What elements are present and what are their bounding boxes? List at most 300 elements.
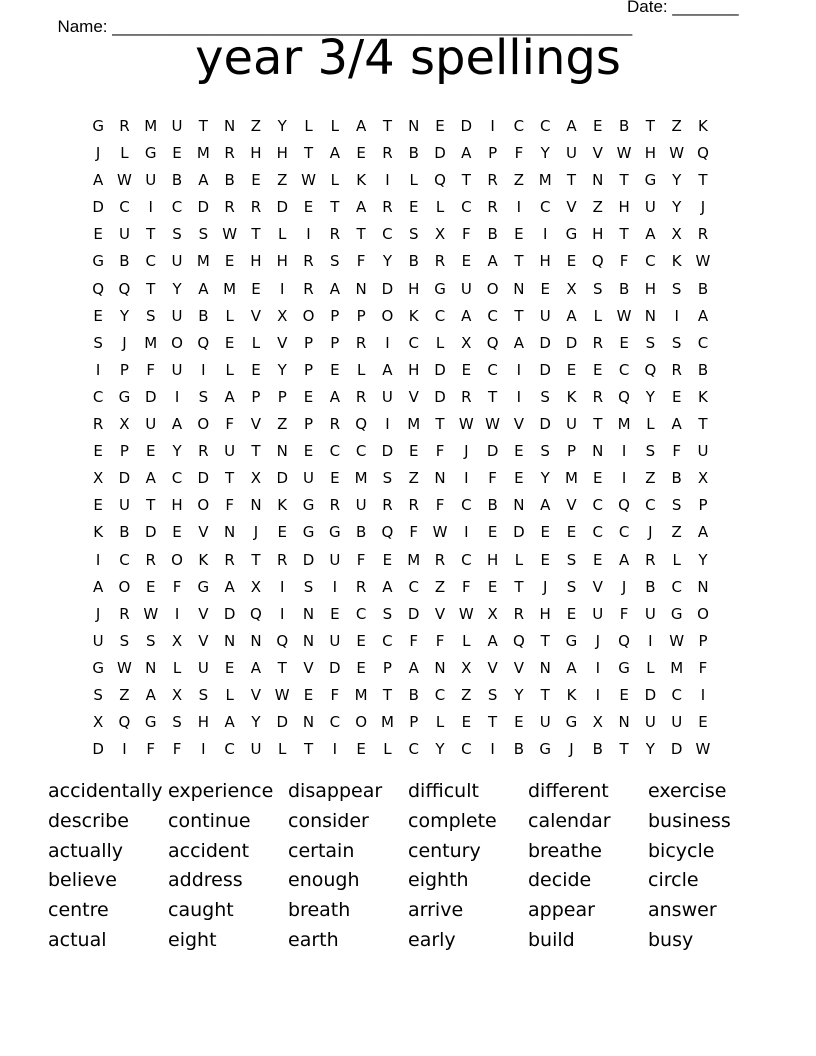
grid-letter: C — [618, 523, 630, 542]
grid-letter: G — [618, 658, 630, 677]
word-bank-item: experience — [168, 780, 274, 802]
grid-letter: B — [355, 523, 367, 542]
grid-letter: M — [670, 658, 684, 677]
grid-letter: O — [381, 306, 394, 325]
grid-letter: S — [303, 577, 314, 596]
grid-letter: A — [566, 117, 577, 135]
grid-letter: D — [223, 604, 236, 623]
grid-letter: K — [93, 523, 104, 542]
grid-letter: D — [539, 333, 551, 352]
grid-letter: E — [487, 523, 498, 542]
grid-letter: H — [276, 144, 288, 163]
grid-letter: L — [646, 415, 655, 434]
grid-letter: S — [198, 225, 209, 244]
grid-letter: A — [93, 577, 104, 596]
grid-letter: I — [385, 333, 390, 352]
grid-letter: Q — [697, 144, 709, 163]
grid-letter: A — [224, 577, 235, 596]
grid-letter: E — [251, 279, 261, 298]
grid-letter: N — [224, 117, 236, 135]
grid-letter: P — [277, 387, 287, 406]
grid-letter: B — [697, 360, 709, 379]
grid-letter: R — [355, 577, 367, 596]
grid-letter: U — [381, 387, 393, 406]
grid-letter: U — [539, 713, 551, 732]
grid-letter: Q — [486, 333, 499, 352]
grid-letter: H — [644, 279, 657, 298]
grid-letter: E — [330, 469, 340, 488]
grid-letter: G — [565, 225, 578, 244]
grid-letter: M — [144, 333, 158, 352]
grid-letter: E — [461, 360, 472, 379]
grid-letter: G — [565, 713, 578, 732]
grid-letter: Y — [277, 117, 287, 135]
grid-letter: E — [146, 442, 156, 461]
grid-letter: V — [434, 604, 446, 623]
word-bank-item: actually — [48, 839, 124, 862]
grid-letter: A — [198, 279, 209, 298]
grid-letter: C — [671, 577, 682, 596]
grid-letter: N — [408, 117, 420, 135]
grid-letter: U — [197, 658, 209, 677]
grid-letter: C — [382, 225, 393, 244]
grid-letter: P — [566, 442, 577, 461]
grid-letter: V — [198, 604, 209, 623]
grid-letter: B — [408, 252, 419, 271]
grid-letter: N — [250, 631, 262, 650]
grid-letter: L — [225, 685, 234, 704]
grid-letter: I — [95, 360, 101, 379]
grid-letter: M — [354, 469, 368, 488]
grid-letter: U — [145, 415, 157, 434]
grid-letter: R — [303, 252, 314, 271]
grid-letter: Z — [119, 685, 130, 704]
grid-letter: U — [539, 306, 551, 325]
grid-letter: R — [382, 496, 393, 515]
grid-letter: C — [145, 252, 156, 271]
grid-letter: N — [276, 442, 288, 461]
grid-letter: R — [592, 333, 603, 352]
grid-letter: U — [171, 306, 183, 325]
grid-letter: W — [458, 415, 474, 434]
grid-letter: J — [621, 577, 627, 596]
grid-letter: T — [330, 198, 340, 217]
grid-letter: N — [592, 171, 604, 190]
grid-letter: E — [619, 685, 629, 704]
grid-letter: N — [513, 496, 525, 515]
grid-letter: E — [566, 523, 577, 542]
grid-letter: H — [197, 713, 209, 732]
grid-letter: N — [434, 469, 446, 488]
grid-letter: T — [251, 550, 261, 569]
grid-letter: V — [250, 306, 262, 325]
grid-letter: D — [460, 117, 473, 135]
grid-letter: Q — [197, 333, 210, 352]
grid-letter: M — [223, 279, 237, 298]
grid-letter: C — [461, 198, 472, 217]
grid-letter: I — [621, 469, 627, 488]
grid-letter: R — [434, 252, 446, 271]
grid-letter: A — [329, 279, 340, 298]
grid-letter: B — [645, 577, 656, 596]
grid-letter: L — [120, 144, 129, 163]
grid-letter: U — [460, 279, 472, 298]
grid-letter: T — [303, 144, 314, 163]
grid-letter: A — [697, 523, 709, 542]
grid-letter: X — [487, 604, 498, 623]
grid-letter: N — [697, 577, 709, 596]
grid-letter: J — [648, 523, 653, 542]
grid-letter: D — [434, 387, 446, 406]
word-bank-item: bicycle — [648, 839, 715, 862]
grid-letter: E — [566, 604, 577, 623]
word-bank-item: century — [408, 839, 481, 862]
grid-letter: W — [432, 523, 448, 542]
grid-letter: U — [171, 117, 183, 135]
grid-letter: D — [434, 360, 446, 379]
grid-letter: G — [644, 171, 657, 190]
grid-letter: H — [618, 198, 630, 217]
grid-letter: A — [487, 252, 498, 271]
grid-letter: L — [172, 658, 182, 677]
grid-letter: O — [171, 333, 183, 352]
grid-letter: T — [645, 117, 655, 135]
grid-letter: T — [146, 225, 156, 244]
grid-letter: T — [146, 279, 156, 298]
grid-letter: S — [408, 225, 419, 244]
grid-letter: F — [146, 740, 156, 759]
grid-letter: I — [174, 604, 180, 623]
grid-letter: G — [92, 252, 104, 271]
grid-letter: J — [122, 333, 127, 352]
grid-letter: T — [146, 496, 156, 515]
grid-letter: W — [616, 306, 632, 325]
grid-letter: E — [93, 496, 103, 515]
grid-letter: U — [697, 442, 709, 461]
grid-letter: R — [224, 550, 235, 569]
grid-letter: A — [566, 306, 577, 325]
grid-letter: H — [171, 496, 183, 515]
grid-letter: A — [618, 550, 630, 569]
grid-letter: G — [302, 496, 315, 515]
word-bank-item: difficult — [408, 780, 479, 802]
grid-letter: Q — [381, 523, 394, 542]
grid-letter: Y — [172, 279, 182, 298]
grid-letter: I — [280, 279, 285, 298]
grid-letter: F — [172, 577, 182, 596]
grid-letter: K — [698, 387, 708, 406]
grid-letter: A — [487, 631, 498, 650]
word-bank-item: calendar — [528, 809, 611, 832]
grid-letter: B — [119, 523, 130, 542]
grid-letter: D — [276, 713, 288, 732]
grid-letter: G — [302, 523, 315, 542]
grid-letter: C — [119, 550, 130, 569]
grid-letter: G — [329, 523, 341, 542]
grid-letter: F — [435, 631, 445, 650]
grid-letter: X — [93, 469, 104, 488]
word-bank-item: centre — [48, 899, 109, 922]
grid-letter: W — [274, 685, 290, 704]
word-bank-item: actual — [48, 928, 107, 951]
grid-letter: S — [645, 333, 656, 352]
grid-letter: P — [356, 306, 366, 325]
grid-letter: L — [278, 225, 287, 244]
grid-letter: T — [303, 740, 314, 759]
grid-letter: B — [697, 279, 709, 298]
grid-letter: C — [171, 198, 183, 217]
grid-letter: P — [119, 442, 129, 461]
grid-letter: W — [669, 144, 685, 163]
grid-letter: C — [697, 333, 709, 352]
grid-letter: V — [250, 415, 262, 434]
grid-letter: E — [356, 144, 366, 163]
grid-letter: F — [461, 225, 471, 244]
grid-letter: X — [434, 225, 446, 244]
grid-letter: A — [145, 685, 156, 704]
grid-letter: Q — [644, 360, 657, 379]
grid-letter: J — [542, 577, 548, 596]
word-bank-item: complete — [408, 809, 497, 832]
grid-letter: U — [355, 496, 367, 515]
grid-letter: W — [143, 604, 159, 623]
grid-letter: Z — [408, 469, 419, 488]
grid-letter: L — [225, 306, 234, 325]
grid-letter: D — [486, 442, 499, 461]
grid-letter: W — [485, 415, 501, 434]
grid-letter: B — [671, 469, 682, 488]
grid-letter: N — [644, 306, 656, 325]
grid-letter: S — [671, 279, 682, 298]
grid-letter: I — [332, 740, 338, 759]
grid-letter: T — [698, 171, 708, 190]
grid-letter: T — [540, 631, 550, 650]
grid-letter: P — [251, 387, 261, 406]
grid-letter: R — [382, 144, 393, 163]
grid-letter: H — [276, 252, 288, 271]
grid-letter: E — [251, 360, 261, 379]
grid-letter: Q — [92, 279, 105, 298]
grid-letter: L — [593, 306, 602, 325]
grid-letter: J — [569, 740, 574, 759]
grid-letter: F — [435, 496, 445, 515]
grid-letter: R — [382, 198, 393, 217]
grid-letter: R — [513, 604, 525, 623]
grid-letter: E — [330, 604, 340, 623]
grid-letter: S — [593, 279, 603, 298]
grid-letter: F — [619, 252, 629, 271]
grid-letter: S — [93, 333, 103, 352]
grid-letter: N — [224, 631, 236, 650]
grid-letter: V — [487, 658, 498, 677]
grid-letter: P — [698, 496, 708, 515]
grid-letter: F — [461, 577, 471, 596]
word-bank-item: answer — [648, 899, 717, 922]
grid-letter: D — [197, 469, 210, 488]
grid-letter: Z — [645, 469, 656, 488]
grid-letter: I — [464, 469, 469, 488]
grid-letter: C — [461, 550, 472, 569]
grid-letter: B — [513, 740, 525, 759]
grid-letter: P — [304, 415, 314, 434]
grid-letter: S — [172, 225, 182, 244]
grid-letter: V — [277, 333, 288, 352]
grid-letter: F — [435, 442, 445, 461]
grid-letter: N — [592, 442, 604, 461]
grid-letter: L — [435, 198, 445, 217]
grid-letter: N — [434, 658, 446, 677]
grid-letter: G — [92, 117, 104, 135]
grid-letter: S — [198, 685, 209, 704]
grid-letter: Q — [618, 496, 630, 515]
grid-letter: E — [461, 252, 472, 271]
grid-letter: I — [122, 740, 127, 759]
grid-letter: A — [566, 658, 577, 677]
grid-letter: E — [540, 523, 550, 542]
grid-letter: I — [385, 415, 390, 434]
grid-letter: W — [616, 144, 632, 163]
grid-letter: F — [514, 144, 524, 163]
grid-letter: A — [329, 144, 340, 163]
grid-letter: H — [539, 604, 551, 623]
grid-letter: A — [461, 144, 472, 163]
grid-letter: Q — [355, 415, 368, 434]
grid-letter: C — [487, 360, 498, 379]
grid-letter: T — [277, 658, 287, 677]
grid-letter: E — [566, 360, 577, 379]
grid-letter: V — [513, 658, 525, 677]
grid-letter: J — [253, 523, 259, 542]
word-bank-item: eighth — [408, 869, 469, 892]
grid-letter: M — [196, 252, 210, 271]
grid-letter: L — [672, 550, 681, 569]
grid-letter: I — [648, 631, 653, 650]
grid-letter: P — [304, 360, 314, 379]
grid-letter: I — [595, 658, 600, 677]
grid-letter: J — [95, 604, 101, 623]
word-bank-item: decide — [528, 869, 592, 892]
grid-letter: Q — [512, 631, 525, 650]
grid-letter: R — [329, 415, 341, 434]
grid-letter: F — [225, 496, 234, 515]
grid-letter: A — [355, 117, 367, 135]
grid-letter: J — [95, 144, 101, 163]
grid-letter: L — [304, 117, 313, 135]
grid-letter: M — [407, 415, 421, 434]
grid-letter: Q — [250, 604, 262, 623]
grid-letter: B — [592, 740, 603, 759]
grid-letter: C — [461, 740, 472, 759]
grid-letter: A — [224, 713, 235, 732]
grid-letter: T — [514, 306, 524, 325]
grid-letter: L — [435, 333, 445, 352]
grid-letter: A — [540, 496, 551, 515]
grid-letter: S — [487, 685, 498, 704]
grid-letter: L — [278, 740, 287, 759]
grid-letter: T — [382, 685, 392, 704]
grid-letter: C — [92, 387, 104, 406]
grid-letter: E — [303, 685, 314, 704]
grid-letter: S — [172, 713, 182, 732]
grid-letter: D — [381, 442, 394, 461]
word-bank-item: eight — [168, 928, 217, 951]
grid-letter: I — [516, 387, 522, 406]
grid-letter: C — [408, 333, 419, 352]
grid-letter: X — [171, 631, 183, 650]
grid-letter: C — [592, 523, 604, 542]
grid-letter: P — [330, 333, 340, 352]
grid-letter: U — [118, 496, 130, 515]
grid-letter: F — [146, 360, 156, 379]
grid-letter: T — [593, 415, 603, 434]
grid-letter: A — [171, 415, 183, 434]
grid-letter: T — [566, 171, 577, 190]
grid-letter: E — [593, 117, 603, 135]
grid-letter: E — [251, 171, 261, 190]
grid-letter: C — [329, 713, 341, 732]
grid-letter: T — [514, 252, 524, 271]
grid-letter: N — [355, 279, 367, 298]
grid-letter: V — [513, 415, 525, 434]
grid-letter: F — [619, 604, 629, 623]
grid-letter: F — [172, 740, 182, 759]
grid-letter: Y — [277, 360, 287, 379]
grid-letter: C — [618, 360, 630, 379]
grid-letter: E — [698, 713, 708, 732]
grid-letter: Y — [382, 252, 392, 271]
word-bank-item: appear — [528, 899, 595, 922]
grid-letter: Q — [591, 252, 604, 271]
grid-letter: T — [698, 415, 708, 434]
grid-letter: U — [566, 415, 577, 434]
grid-letter: E — [593, 550, 603, 569]
grid-letter: B — [119, 252, 130, 271]
grid-letter: X — [250, 469, 262, 488]
grid-letter: L — [646, 658, 655, 677]
grid-letter: U — [644, 713, 656, 732]
grid-letter: R — [329, 225, 341, 244]
grid-letter: E — [619, 333, 629, 352]
word-bank-item: describe — [48, 809, 129, 832]
grid-letter: A — [198, 171, 209, 190]
grid-letter: T — [225, 469, 235, 488]
grid-letter: U — [671, 713, 683, 732]
grid-letter: O — [486, 279, 499, 298]
grid-letter: N — [302, 631, 315, 650]
grid-letter: J — [595, 631, 600, 650]
grid-letter: U — [171, 252, 183, 271]
grid-letter: R — [461, 387, 472, 406]
grid-letter: X — [592, 713, 603, 732]
grid-letter: A — [382, 360, 393, 379]
grid-letter: R — [277, 550, 288, 569]
grid-letter: C — [408, 740, 419, 759]
grid-letter: S — [671, 333, 682, 352]
grid-letter: P — [698, 631, 708, 650]
grid-letter: B — [618, 117, 630, 135]
grid-letter: T — [251, 225, 261, 244]
grid-letter: E — [303, 387, 314, 406]
grid-letter: Y — [645, 740, 655, 759]
grid-letter: Y — [119, 306, 130, 325]
grid-letter: I — [95, 550, 101, 569]
grid-letter: C — [487, 306, 498, 325]
grid-letter: E — [146, 577, 156, 596]
grid-letter: E — [303, 198, 314, 217]
grid-letter: O — [355, 713, 368, 732]
grid-letter: U — [329, 631, 341, 650]
grid-letter: A — [355, 198, 367, 217]
